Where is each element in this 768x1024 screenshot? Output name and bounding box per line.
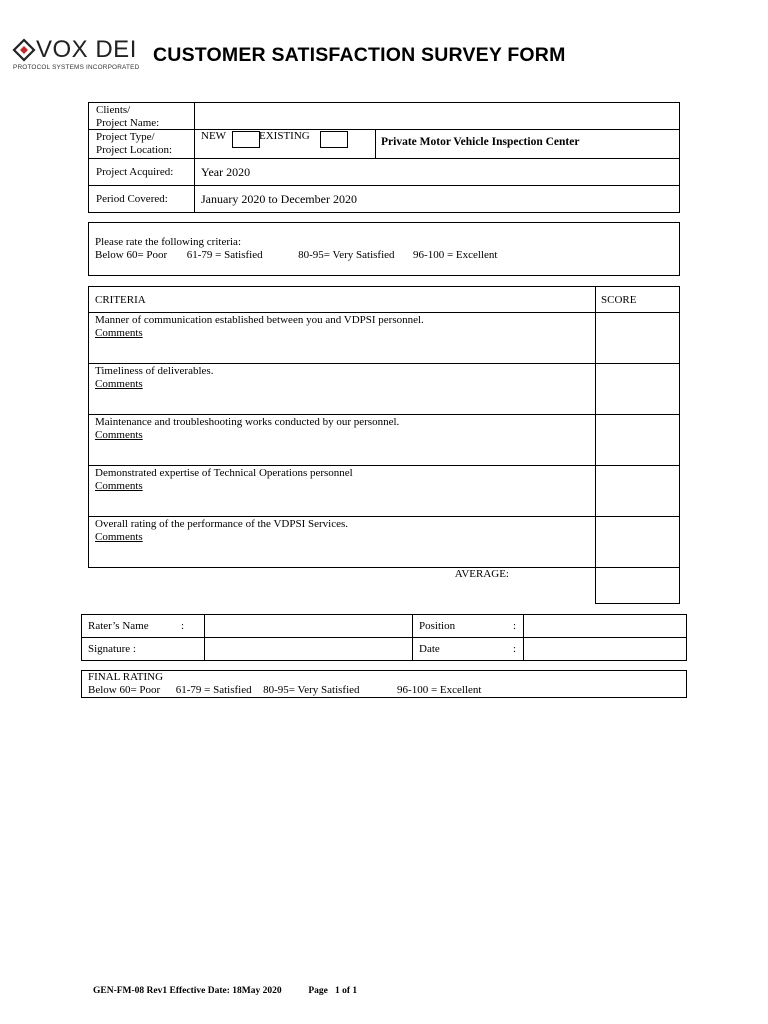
clients-label-line2: Project Name: <box>96 116 160 129</box>
final-satisfied: 61-79 = Satisfied <box>175 684 252 696</box>
position-label: Position <box>419 620 456 632</box>
page-title: CUSTOMER SATISFACTION SURVEY FORM <box>153 44 566 66</box>
comments-label: Comments <box>95 326 143 339</box>
criteria-text: Timeliness of deliverables. <box>95 365 214 377</box>
criteria-text: Maintenance and troubleshooting works conducted by our personnel. <box>95 416 400 428</box>
position-field[interactable] <box>524 615 687 638</box>
final-very-satisfied: 80-95= Very Satisfied <box>263 684 360 696</box>
project-type-options <box>195 130 376 158</box>
rater-name-colon: : <box>181 620 185 632</box>
criteria-table <box>88 286 680 604</box>
rating-scale-line <box>95 249 497 262</box>
criteria-text: Overall rating of the performance of the VDPSI Services. <box>95 518 349 530</box>
score-field[interactable] <box>596 466 680 517</box>
signature-label: Signature : <box>82 638 205 661</box>
score-header: SCORE <box>596 287 680 313</box>
final-rating-title: FINAL RATING <box>88 671 164 683</box>
criteria-row <box>89 313 680 364</box>
criteria-text: Manner of communication established between you and VDPSI personnel. <box>95 314 424 326</box>
average-score-field[interactable] <box>596 568 680 604</box>
criteria-cell <box>89 364 596 415</box>
score-field[interactable] <box>596 517 680 568</box>
final-rating-scale <box>88 684 481 697</box>
project-acquired-label: Project Acquired: <box>89 159 195 186</box>
new-checkbox[interactable] <box>232 131 260 148</box>
logo-subtitle: PROTOCOL SYSTEMS INCORPORATED <box>13 64 140 71</box>
rater-name-field[interactable] <box>205 615 413 638</box>
project-type-label <box>89 130 195 159</box>
scale-poor: Below 60= Poor <box>95 249 168 261</box>
comments-label: Comments <box>95 479 143 492</box>
score-field[interactable] <box>596 364 680 415</box>
project-info-table <box>88 102 680 213</box>
project-type-cell <box>195 130 680 159</box>
rater-name-label-cell <box>82 615 205 638</box>
score-field[interactable] <box>596 313 680 364</box>
comments-label: Comments <box>95 530 143 543</box>
clients-label-line1: Clients/ <box>96 104 131 116</box>
signature-field[interactable] <box>205 638 413 661</box>
clients-label <box>89 103 195 130</box>
comments-label: Comments <box>95 428 143 441</box>
criteria-row <box>89 415 680 466</box>
company-logo <box>12 36 140 74</box>
criteria-row <box>89 517 680 568</box>
new-label: NEW <box>201 130 227 142</box>
criteria-cell <box>89 415 596 466</box>
project-location-value[interactable]: Private Motor Vehicle Inspection Center <box>381 136 580 148</box>
period-covered-label: Period Covered: <box>89 186 195 213</box>
doc-code: GEN-FM-08 Rev1 Effective Date: 18May 2020 <box>93 986 282 996</box>
rating-intro: Please rate the following criteria: <box>95 236 241 248</box>
project-type-label-line2: Project Location: <box>96 143 173 156</box>
average-label: AVERAGE: <box>454 568 509 580</box>
logo-wordmark: VOX DEI <box>36 36 137 63</box>
date-label-cell <box>413 638 524 661</box>
criteria-text: Demonstrated expertise of Technical Operations personnel <box>95 467 353 479</box>
existing-label: EXISTING <box>259 130 310 142</box>
page-footer <box>93 986 357 996</box>
position-colon: : <box>513 620 517 632</box>
project-acquired-value[interactable]: Year 2020 <box>195 159 680 186</box>
final-excellent: 96-100 = Excellent <box>397 684 482 696</box>
scale-very-satisfied: 80-95= Very Satisfied <box>298 249 395 261</box>
criteria-cell <box>89 313 596 364</box>
comments-label: Comments <box>95 377 143 390</box>
rating-instructions <box>88 222 680 276</box>
scale-excellent: 96-100 = Excellent <box>413 249 498 261</box>
final-rating-box <box>81 670 687 698</box>
final-poor: Below 60= Poor <box>88 684 161 696</box>
criteria-cell <box>89 466 596 517</box>
page-number: Page 1 of 1 <box>308 986 358 996</box>
criteria-row <box>89 364 680 415</box>
criteria-header: CRITERIA <box>89 287 596 313</box>
position-label-cell <box>413 615 524 638</box>
diamond-logo-icon <box>12 38 36 62</box>
clients-value-field[interactable] <box>195 103 680 130</box>
criteria-row <box>89 466 680 517</box>
date-label: Date <box>419 643 440 655</box>
period-covered-value[interactable]: January 2020 to December 2020 <box>195 186 680 213</box>
rater-table <box>81 614 687 661</box>
scale-satisfied: 61-79 = Satisfied <box>186 249 263 261</box>
date-field[interactable] <box>524 638 687 661</box>
score-field[interactable] <box>596 415 680 466</box>
rater-name-label: Rater’s Name <box>88 620 149 632</box>
date-colon: : <box>513 643 517 655</box>
project-type-label-line1: Project Type/ <box>96 131 155 143</box>
existing-checkbox[interactable] <box>320 131 348 148</box>
criteria-cell <box>89 517 596 568</box>
